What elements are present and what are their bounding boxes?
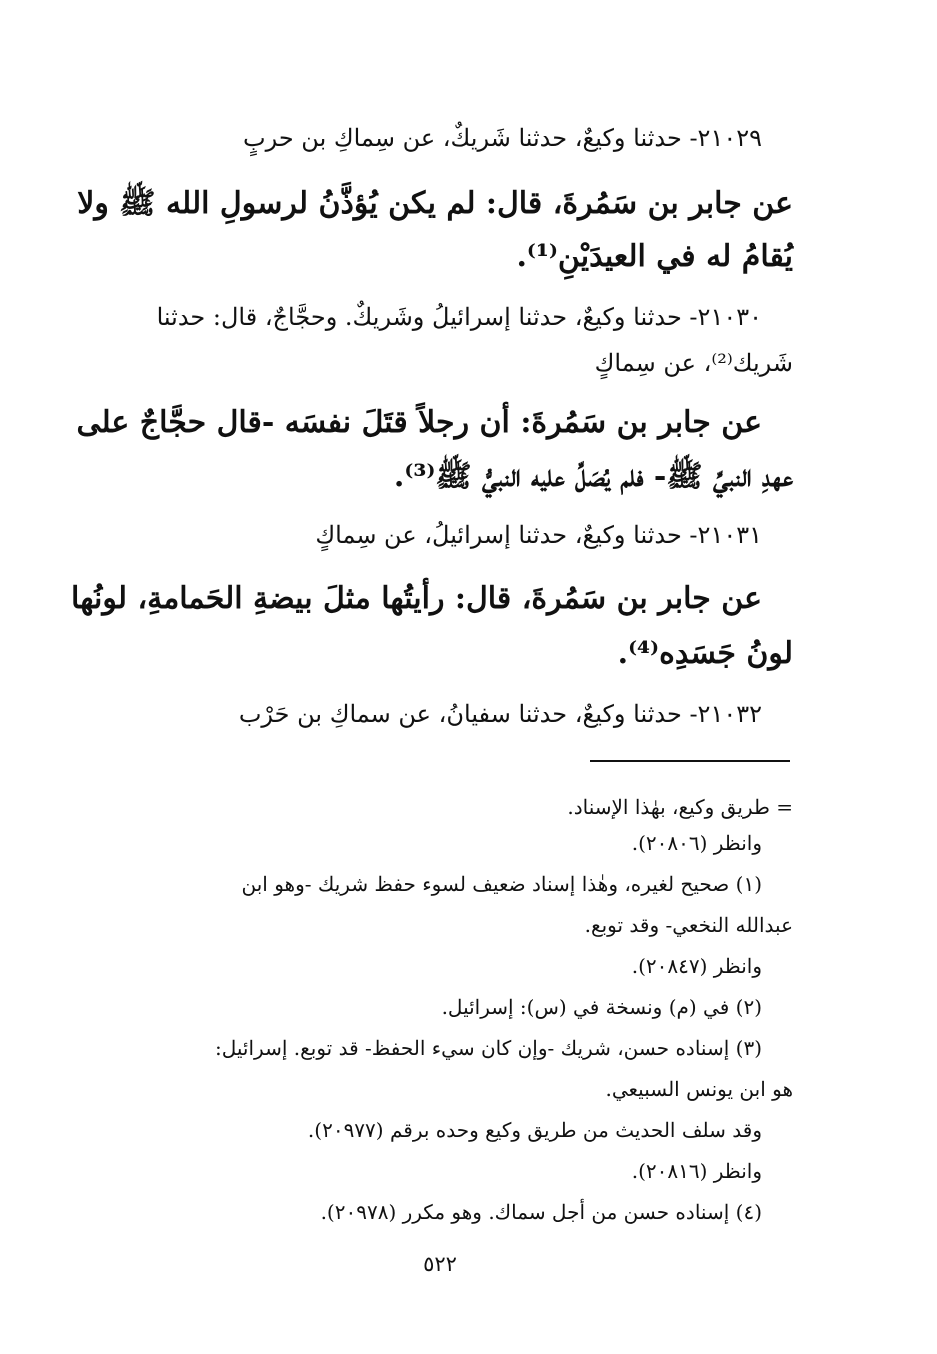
footnote-line: وانظر (٢٠٨٤٧). <box>631 954 762 978</box>
hadith-isnad-line: شَريك⁽²⁾، عن سِماكٍ <box>594 349 793 377</box>
hadith-matn-line: لونُ جَسَدِه⁽⁴⁾. <box>617 636 793 671</box>
hadith-matn-line: يُقامُ له في العيدَيْنِ⁽¹⁾. <box>516 239 793 274</box>
footnote-divider <box>590 760 790 762</box>
hadith-matn-line: عن جابر بن سَمُرةَ، قال: رأيتُها مثلَ بيضةِ الحَمامةِ، لونُها <box>71 581 762 616</box>
footnote-line: وقد سلف الحديث من طريق وكيع وحده برقم (٢٠٩٧٧). <box>307 1118 762 1142</box>
hadith-isnad-line: ٢١٠٢٩- حدثنا وكيعٌ، حدثنا شَريكٌ، عن سِماكِ بن حربٍ <box>243 124 762 152</box>
hadith-matn-line: عهدِ النبيِّ ﷺ- فلم يُصَلِّ عليه النبيُّ ﷺ⁽³⁾. <box>393 459 793 494</box>
footnote-line: = طريق وكيع، بهٰذا الإسناد. <box>567 795 793 819</box>
footnote-line: وانظر (٢٠٨١٦). <box>631 1159 762 1183</box>
hadith-isnad-line: ٢١٠٣٢- حدثنا وكيعٌ، حدثنا سفيانُ، عن سماكِ بن حَرْب <box>238 700 762 728</box>
hadith-matn-line: عن جابر بن سَمُرةَ: أن رجلاً قتَلَ نفسَه -قال حجَّاجٌ على <box>76 405 762 440</box>
footnote-line: عبدالله النخعي- وقد توبع. <box>584 913 793 937</box>
footnote-line: (١) صحيح لغيره، وهٰذا إسناد ضعيف لسوء حفظ شريك -وهو ابن <box>241 872 762 896</box>
footnote-line: وانظر (٢٠٨٠٦). <box>631 831 762 855</box>
footnote-line: (٣) إسناده حسن، شريك -وإن كان سيء الحفظ- قد توبع. إسرائيل: <box>215 1036 762 1060</box>
hadith-matn-line: عن جابر بن سَمُرةَ، قال: لم يكن يُؤذَّنُ لرسولِ الله ﷺ ولا <box>77 186 793 221</box>
page-number: ٥٢٢ <box>423 1252 457 1276</box>
hadith-isnad-line: ٢١٠٣٠- حدثنا وكيعٌ، حدثنا إسرائيلُ وشَريكٌ. وحجَّاجٌ، قال: حدثنا <box>156 303 762 331</box>
footnote-line: (٤) إسناده حسن من أجل سماك. وهو مكرر (٢٠٩٧٨). <box>320 1200 762 1224</box>
hadith-isnad-line: ٢١٠٣١- حدثنا وكيعٌ، حدثنا إسرائيلُ، عن سِماكٍ <box>315 521 762 549</box>
footnote-line: هو ابن يونس السبيعي. <box>605 1077 793 1101</box>
footnote-line: (٢) في (م) ونسخة في (س): إسرائيل. <box>441 995 762 1019</box>
